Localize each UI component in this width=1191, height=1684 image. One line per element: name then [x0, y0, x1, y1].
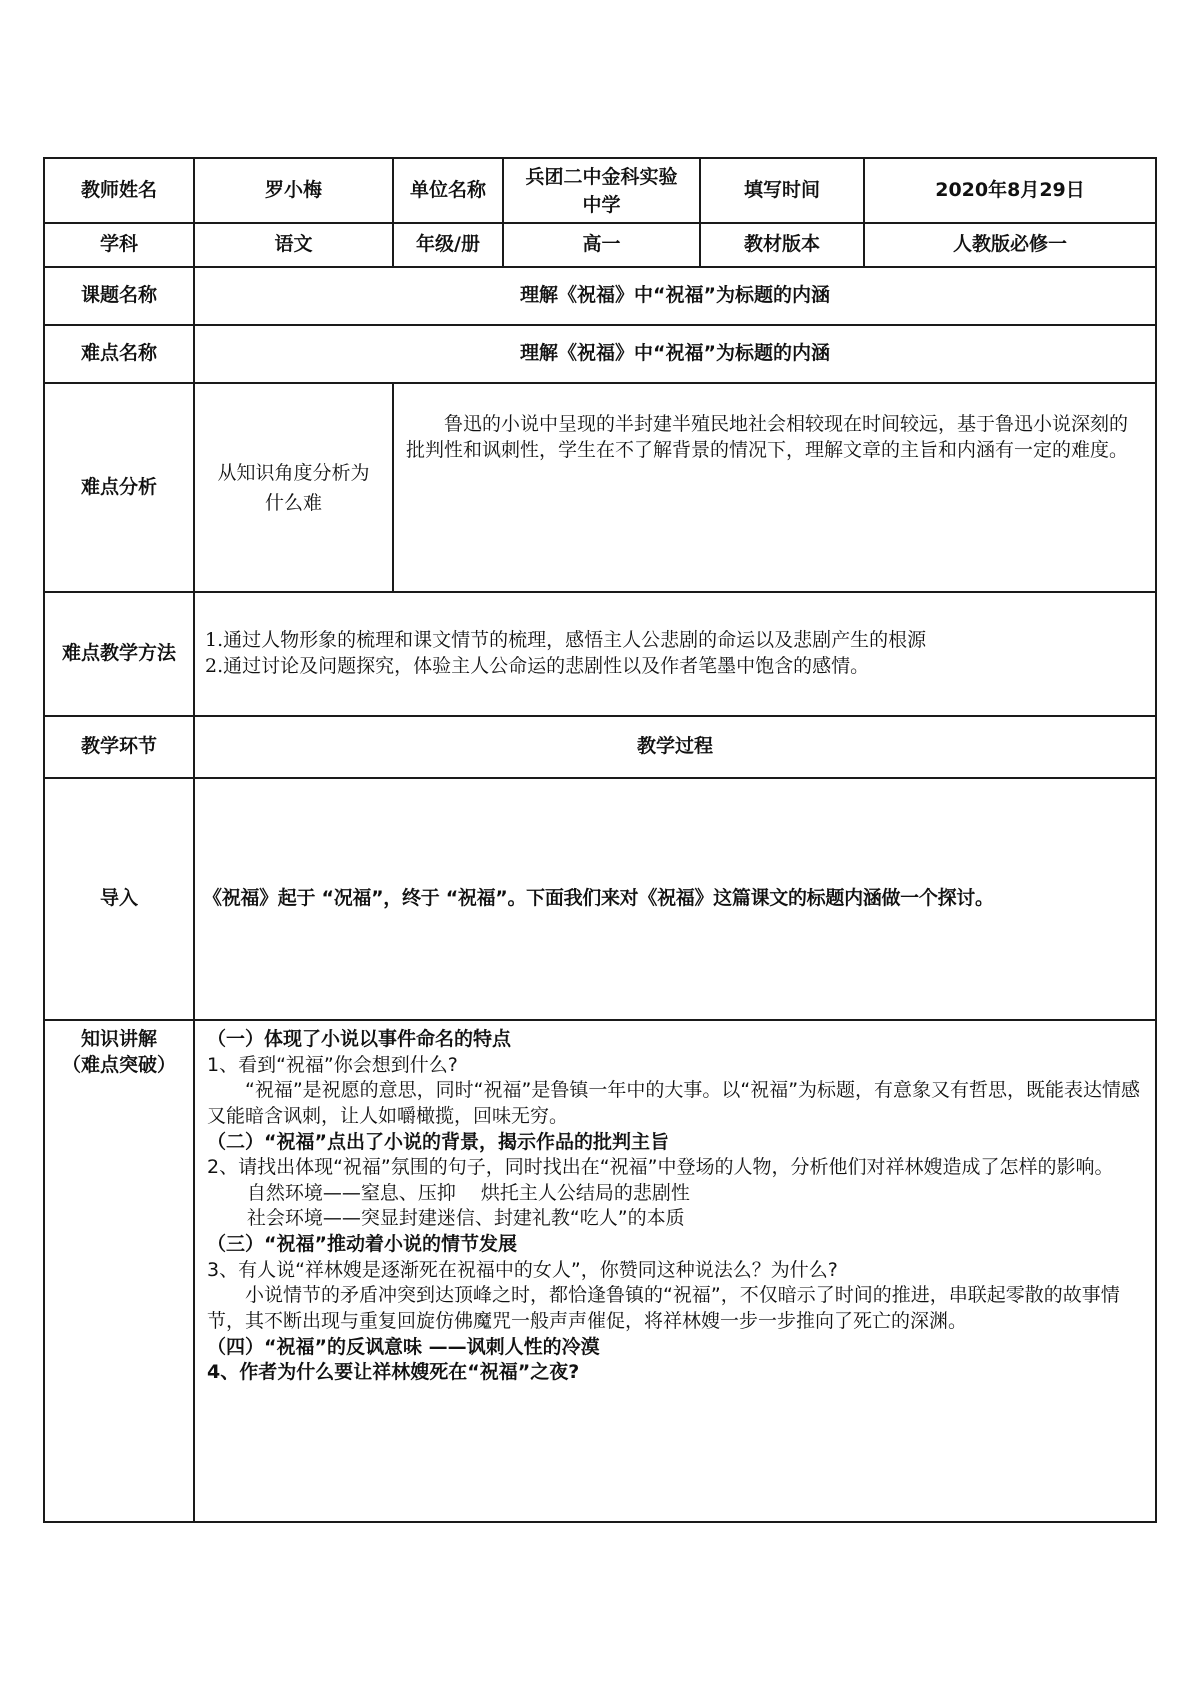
- process-header-row: [44, 716, 1156, 778]
- knowledge-label: [44, 1020, 194, 1522]
- question: 2、请找出体现“祝福”氛围的句子，同时找出在“祝福”中登场的人物，分析他们对祥林嫂造成了怎样的影响。: [207, 1156, 1114, 1179]
- methods-label: 难点教学方法: [44, 592, 194, 716]
- lesson-plan-table: [43, 157, 1157, 1523]
- answer-line: 自然环境——窒息、压抑 烘托主人公结局的悲剧性: [246, 1181, 690, 1204]
- edition-label: 教材版本: [700, 223, 864, 267]
- teacher-name-label: 教师姓名: [44, 158, 194, 223]
- topic-row: [44, 267, 1156, 325]
- difficulty-value: 理解《祝福》中“祝福”为标题的内涵: [194, 325, 1156, 383]
- question: 4、作者为什么要让祥林嫂死在“祝福”之夜?: [207, 1361, 580, 1384]
- topic-label: 课题名称: [44, 267, 194, 325]
- question: 3、有人说“祥林嫂是逐渐死在祝福中的女人”，你赞同这种说法么？为什么?: [207, 1258, 838, 1281]
- knowledge-content: [194, 1020, 1156, 1522]
- process-label: 教学过程: [194, 716, 1156, 778]
- teacher-name-value: 罗小梅: [194, 158, 393, 223]
- unit-name-value: 兵团二中金科实验中学: [503, 158, 700, 223]
- analysis-label: 难点分析: [44, 383, 194, 592]
- knowledge-row: [44, 1020, 1156, 1522]
- fill-date-label: 填写时间: [700, 158, 864, 223]
- unit-name-label: 单位名称: [393, 158, 503, 223]
- methods-content: [194, 592, 1156, 716]
- subject-label: 学科: [44, 223, 194, 267]
- intro-text: 《祝福》起于 “况福”，终于 “祝福”。下面我们来对《祝福》这篇课文的标题内涵做一个探讨。: [194, 778, 1156, 1020]
- analysis-row: [44, 383, 1156, 592]
- analysis-text: 鲁迅的小说中呈现的半封建半殖民地社会相较现在时间较远，基于鲁迅小说深刻的批判性和讽刺性，学生在不了解背景的情况下，理解文章的主旨和内涵有一定的难度。: [393, 383, 1156, 592]
- question: 1、看到“祝福”你会想到什么?: [207, 1053, 458, 1076]
- process-stage-label: 教学环节: [44, 716, 194, 778]
- answer-paragraph: 小说情节的矛盾冲突到达顶峰之时，都恰逢鲁镇的“祝福”，不仅暗示了时间的推进，串联起零散的故事情节，其不断出现与重复回旋仿佛魔咒一般声声催促，将祥林嫂一步一步推向了死亡的深渊。: [207, 1284, 1120, 1333]
- section-heading: （三）“祝福”推动着小说的情节发展: [207, 1233, 517, 1256]
- grade-label: 年级/册: [393, 223, 503, 267]
- grade-value: 高一: [503, 223, 700, 267]
- knowledge-label-line1: 知识讲解: [80, 1028, 157, 1050]
- difficulty-label: 难点名称: [44, 325, 194, 383]
- answer-paragraph: “祝福”是祝愿的意思，同时“祝福”是鲁镇一年中的大事。以“祝福”为标题，有意象又有哲思，既能表达情感又能暗含讽刺，让人如嚼橄揽，回味无穷。: [207, 1079, 1141, 1127]
- answer-line: 社会环境——突显封建迷信、封建礼教“吃人”的本质: [246, 1207, 685, 1230]
- intro-label: 导入: [44, 778, 194, 1020]
- method-item: 1.通过人物形象的梳理和课文情节的梳理，感悟主人公悲剧的命运以及悲剧产生的根源: [205, 629, 927, 652]
- header-row-2: [44, 223, 1156, 267]
- methods-row: [44, 592, 1156, 716]
- knowledge-label-line2: （难点突破）: [61, 1053, 176, 1076]
- subject-value: 语文: [194, 223, 393, 267]
- fill-date-value: 2020年8月29日: [864, 158, 1156, 223]
- topic-value: 理解《祝福》中“祝福”为标题的内涵: [194, 267, 1156, 325]
- edition-value: 人教版必修一: [864, 223, 1156, 267]
- intro-row: [44, 778, 1156, 1020]
- header-row-1: [44, 158, 1156, 223]
- analysis-sub-label: 从知识角度分析为什么难: [194, 383, 393, 592]
- difficulty-row: [44, 325, 1156, 383]
- method-item: 2.通过讨论及问题探究，体验主人公命运的悲剧性以及作者笔墨中饱含的感情。: [205, 655, 870, 677]
- section-heading: （一）体现了小说以事件命名的特点: [207, 1028, 512, 1050]
- section-heading: （二）“祝福”点出了小说的背景，揭示作品的批判主旨: [207, 1130, 669, 1153]
- section-heading: （四）“祝福”的反讽意味 ——讽刺人性的冷漠: [207, 1335, 600, 1358]
